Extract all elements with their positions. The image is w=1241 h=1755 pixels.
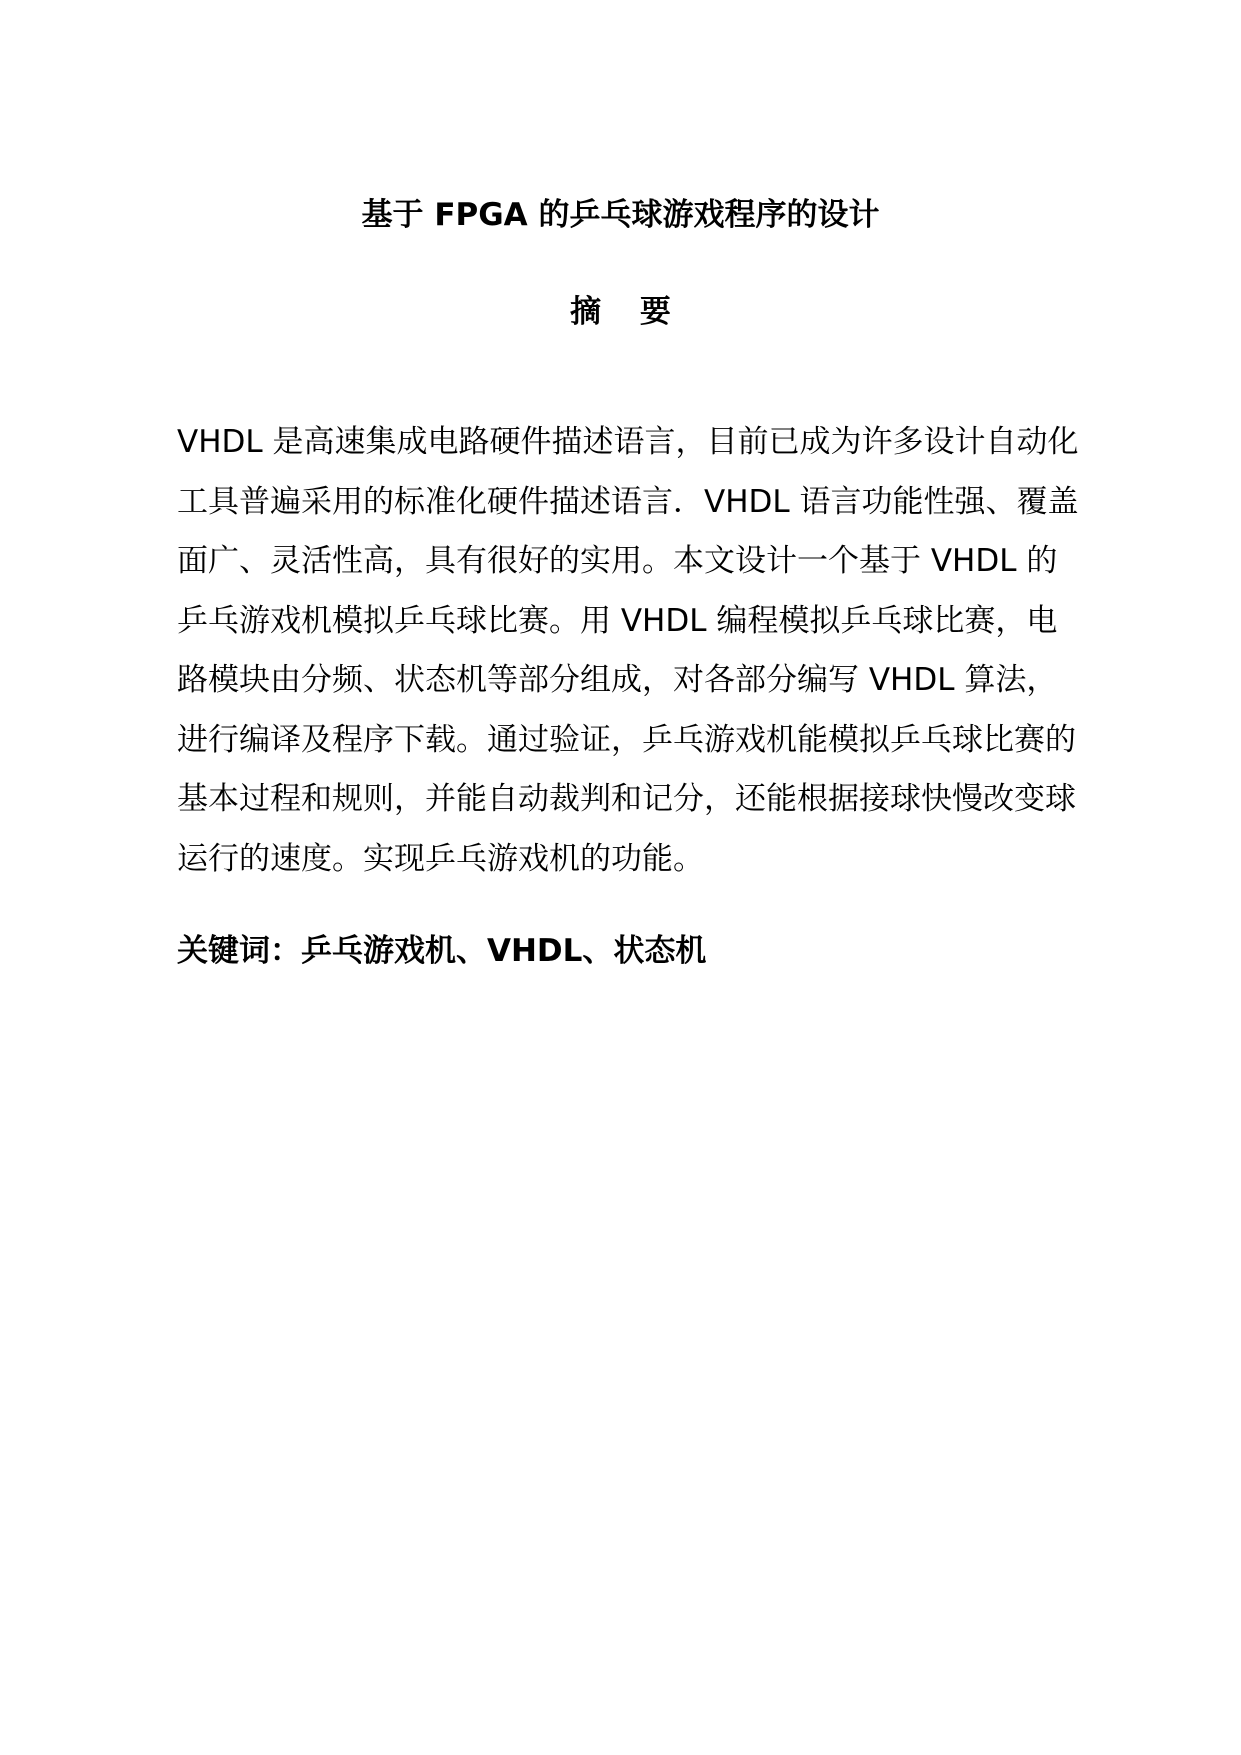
abstract-line: 面广、灵活性高，具有很好的实用。本文设计一个基于 VHDL 的	[177, 543, 1058, 579]
abstract-line: 基本过程和规则，并能自动裁判和记分，还能根据接球快慢改变球	[177, 781, 1076, 817]
keywords-line: 关键词：乒乓游戏机、VHDL、状态机	[177, 933, 707, 969]
abstract-line: 乒乓游戏机模拟乒乓球比赛。用 VHDL 编程模拟乒乓球比赛，电	[177, 602, 1058, 639]
abstract-heading: 摘 要	[570, 294, 685, 330]
abstract-body	[177, 413, 1137, 889]
abstract-line: 工具普遍采用的标准化硬件描述语言．VHDL 语言功能性强、覆盖	[177, 483, 1079, 520]
abstract-line: VHDL 是高速集成电路硬件描述语言，目前已成为许多设计自动化	[177, 424, 1079, 460]
abstract-line: 路模块由分频、状态机等部分组成，对各部分编写 VHDL 算法，	[177, 662, 1058, 698]
abstract-line: 进行编译及程序下载。通过验证，乒乓游戏机能模拟乒乓球比赛的	[177, 721, 1076, 758]
document-title: 基于 FPGA 的乒乓球游戏程序的设计	[361, 197, 880, 233]
abstract-line: 运行的速度。实现乒乓游戏机的功能。	[177, 840, 704, 877]
